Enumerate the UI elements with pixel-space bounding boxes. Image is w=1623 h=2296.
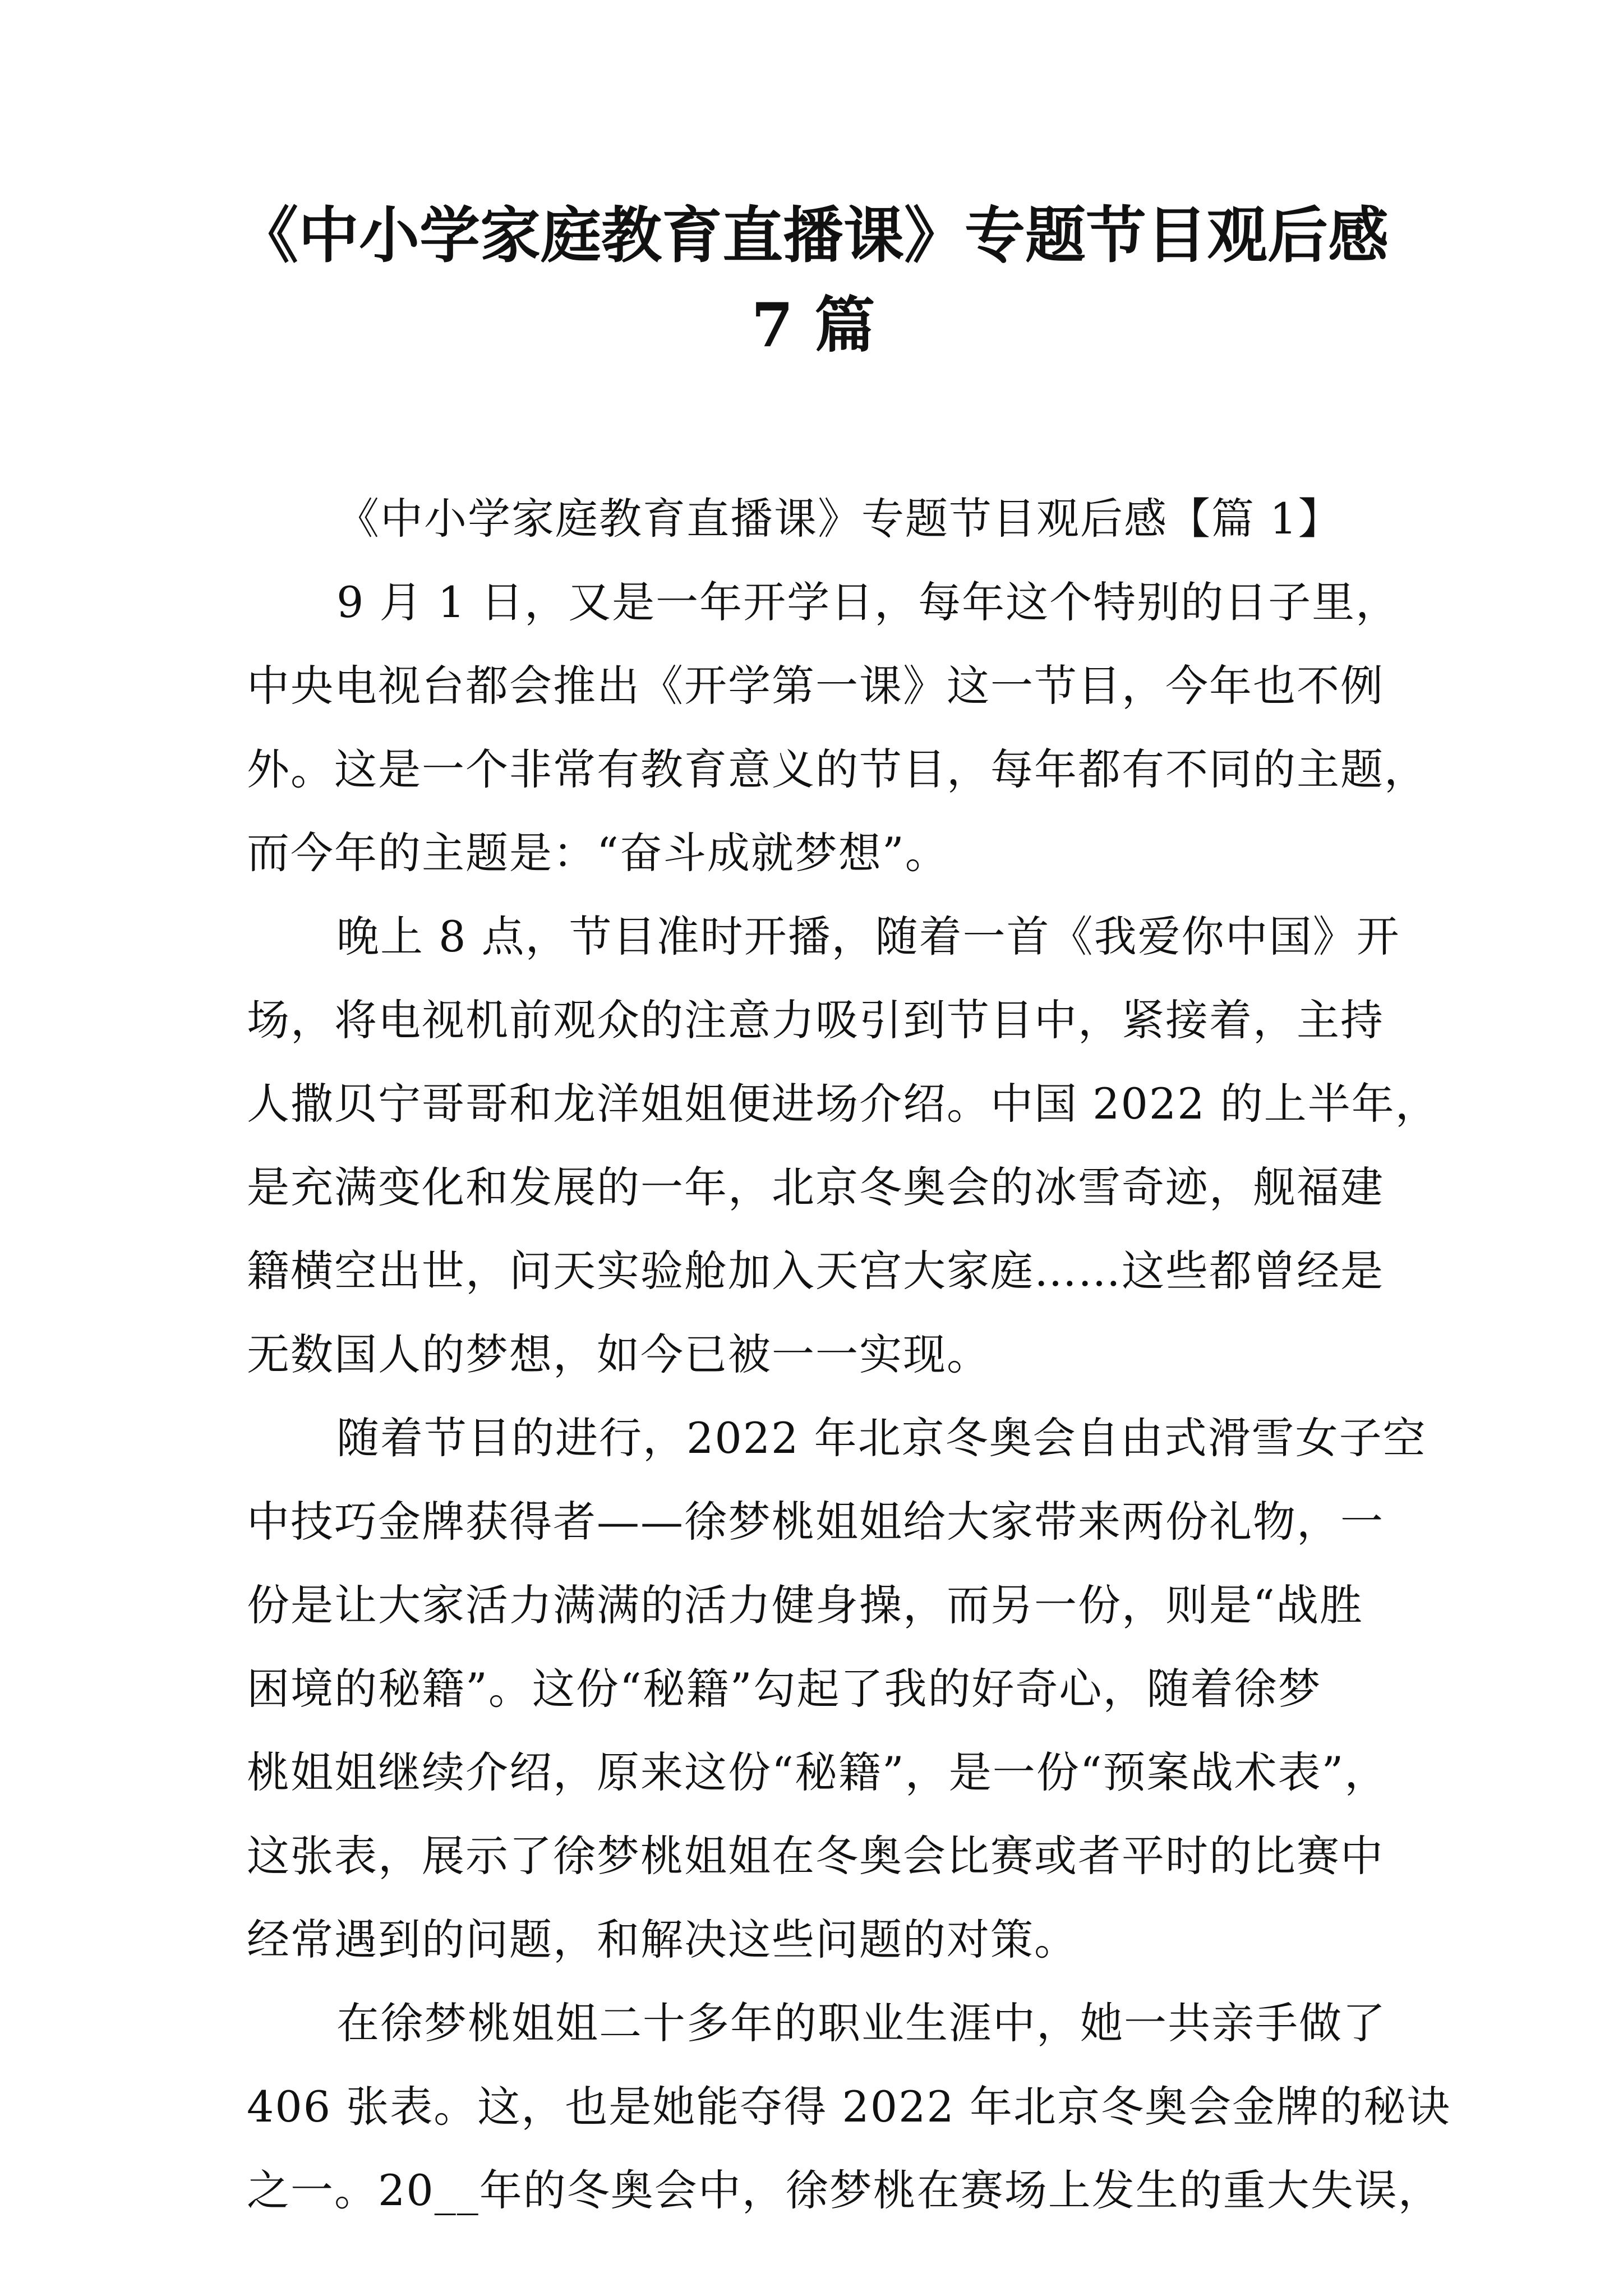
paragraph-line: 是充满变化和发展的一年，北京冬奥会的冰雪奇迹，舰福建 xyxy=(247,1162,1384,1212)
title-line: 7 篇 xyxy=(751,290,875,361)
paragraph-line: 外。这是一个非常有教育意义的节目，每年都有不同的主题， xyxy=(247,744,1428,794)
paragraph-line: 之一。20__年的冬奥会中，徐梦桃在赛场上发生的重大失误， xyxy=(247,2165,1442,2215)
paragraph-line: 困境的秘籍”。这份“秘籍”勾起了我的好奇心，随着徐梦 xyxy=(247,1664,1322,1714)
document-title xyxy=(224,191,1402,370)
paragraph-line: 籍横空出世，问天实验舱加入天宫大家庭……这些都曾经是 xyxy=(247,1246,1384,1296)
paragraph-line: 中央电视台都会推出《开学第一课》这一节目，今年也不例 xyxy=(247,661,1384,711)
paragraph-line: 9 月 1 日，又是一年开学日，每年这个特别的日子里， xyxy=(336,577,1400,627)
paragraph-line: 中技巧金牌获得者——徐梦桃姐姐给大家带来两份礼物，一 xyxy=(247,1497,1384,1547)
paragraph-line: 在徐梦桃姐姐二十多年的职业生涯中，她一共亲手做了 xyxy=(336,1998,1386,2048)
paragraph-line: 而今年的主题是：“奋斗成就梦想”。 xyxy=(247,828,949,878)
paragraph-line: 406 张表。这，也是她能夺得 2022 年北京冬奥会金牌的秘诀 xyxy=(247,2082,1451,2132)
paragraph-line: 无数国人的梦想，如今已被一一实现。 xyxy=(247,1329,990,1379)
paragraph-line: 桃姐姐继续介绍，原来这份“秘籍”，是一份“预案战术表”， xyxy=(247,1747,1389,1797)
title-line: 《中小学家庭教育直播课》专题节目观后感 xyxy=(237,200,1389,271)
paragraph-line: 人撒贝宁哥哥和龙洋姐姐便进场介绍。中国 2022 的上半年， xyxy=(247,1079,1439,1129)
document-body xyxy=(247,477,1451,2232)
section-heading: 《中小学家庭教育直播课》专题节目观后感【篇 1】 xyxy=(336,494,1342,544)
paragraph-line: 晚上 8 点，节目准时开播，随着一首《我爱你中国》开 xyxy=(336,912,1400,961)
paragraph-line: 场，将电视机前观众的注意力吸引到节目中，紧接着，主持 xyxy=(247,995,1384,1045)
paragraph-line: 随着节目的进行，2022 年北京冬奥会自由式滑雪女子空 xyxy=(336,1413,1427,1463)
paragraph-line: 份是让大家活力满满的活力健身操，而另一份，则是“战胜 xyxy=(247,1580,1363,1630)
paragraph-line: 经常遇到的问题，和解决这些问题的对策。 xyxy=(247,1915,1078,1964)
paragraph-line: 这张表，展示了徐梦桃姐姐在冬奥会比赛或者平时的比赛中 xyxy=(247,1831,1384,1881)
